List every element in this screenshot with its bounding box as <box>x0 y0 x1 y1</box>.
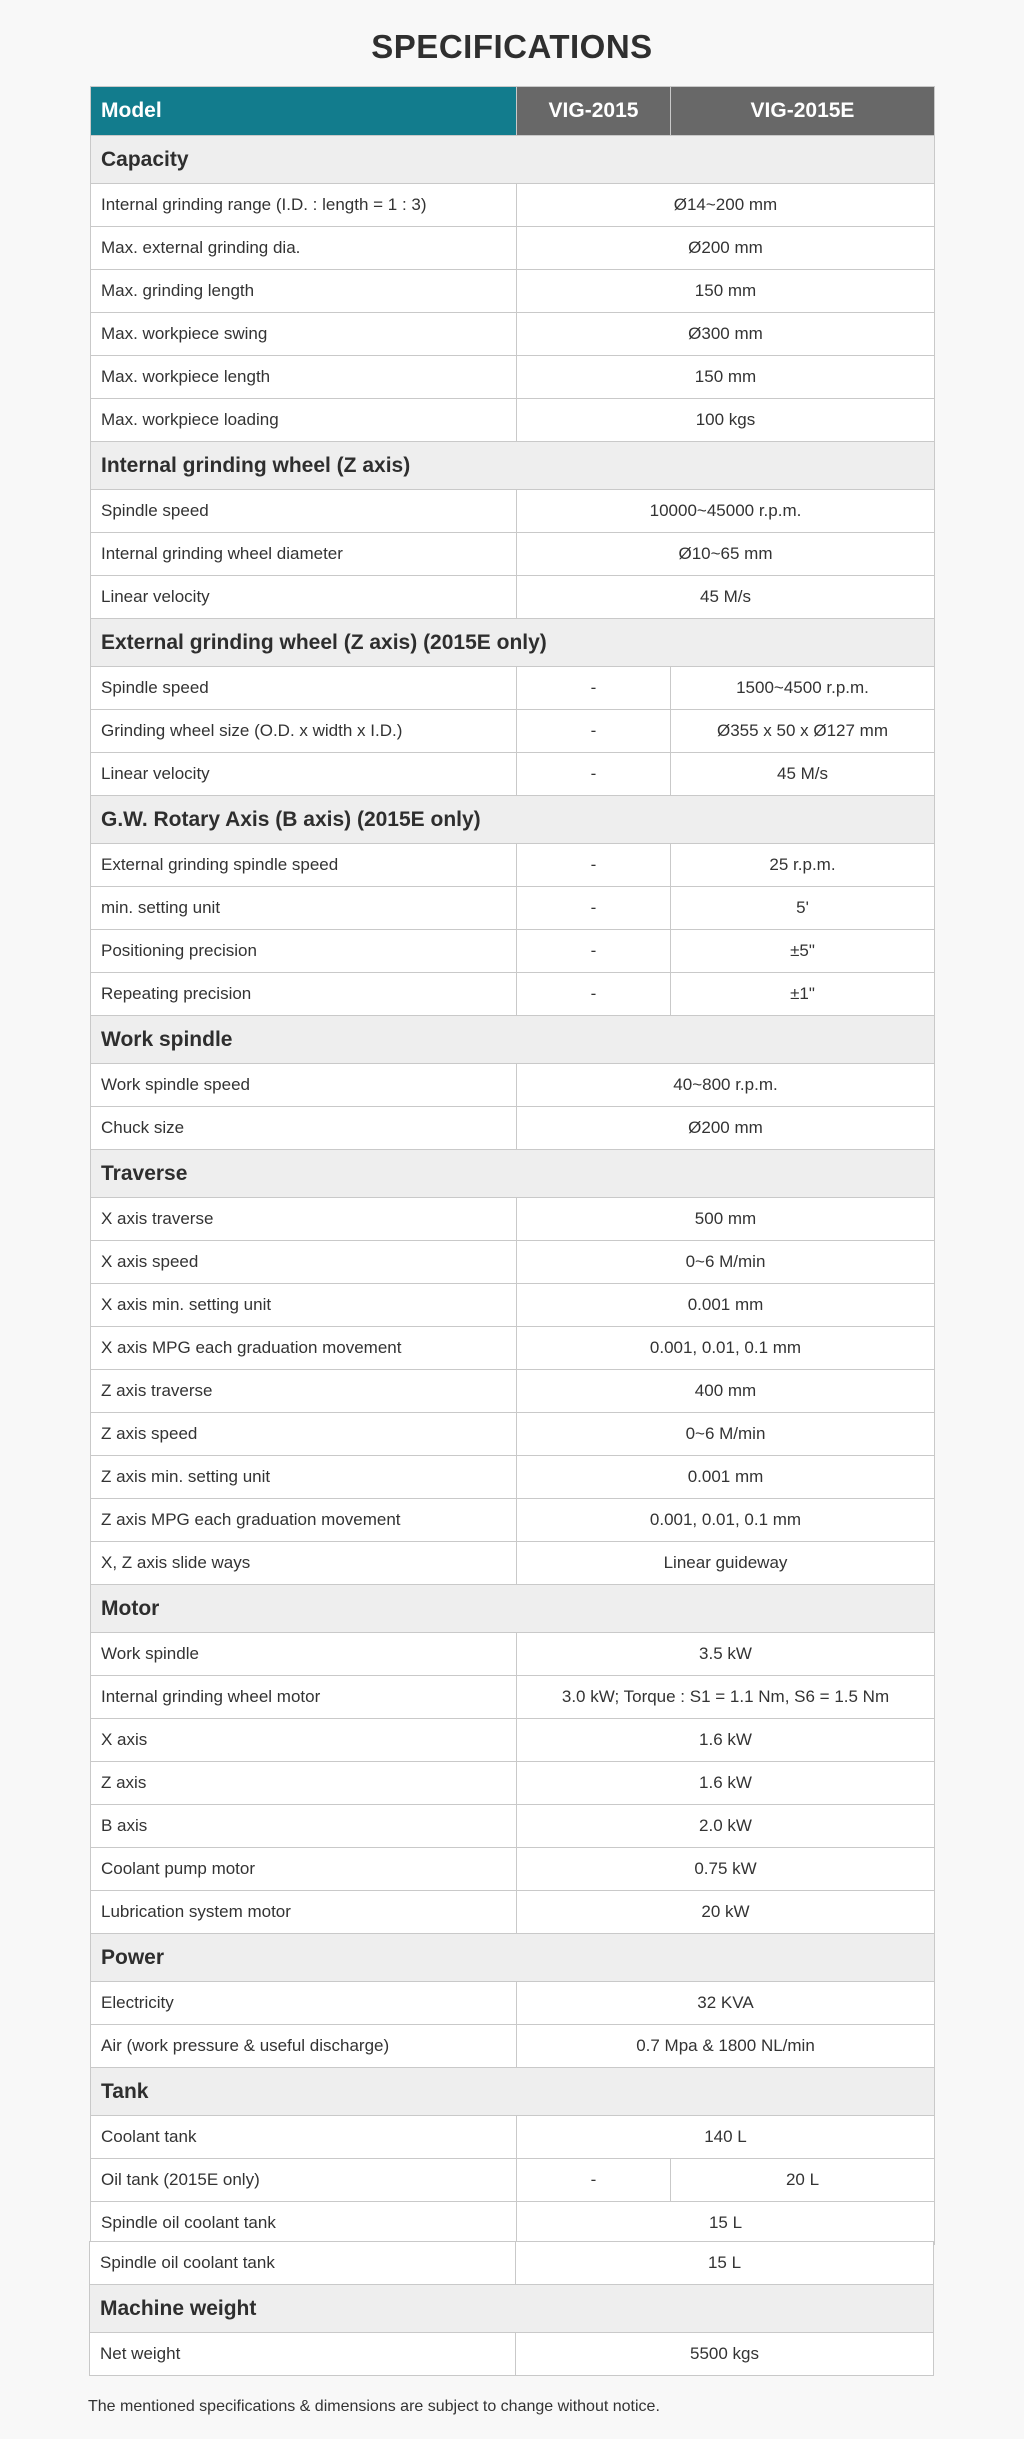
spec-label: Z axis min. setting unit <box>91 1456 517 1499</box>
spec-label: Linear velocity <box>91 753 517 796</box>
spec-row-linear-velocity <box>91 753 935 796</box>
spec-value: 0.001, 0.01, 0.1 mm <box>517 1327 935 1370</box>
spec-value: 2.0 kW <box>517 1805 935 1848</box>
spec-value-vig-2015: - <box>517 667 671 710</box>
spec-value: 1.6 kW <box>517 1719 935 1762</box>
spec-row-electricity <box>91 1982 935 2025</box>
spec-value-vig-2015: - <box>517 710 671 753</box>
spec-label: X axis speed <box>91 1241 517 1284</box>
section-title: External grinding wheel (Z axis) (2015E only) <box>91 619 935 667</box>
model-header: Model <box>91 87 517 136</box>
spec-value-vig-2015e: 5' <box>671 887 935 930</box>
spec-row-max-workpiece-loading <box>91 399 935 442</box>
spec-value-vig-2015: - <box>517 844 671 887</box>
spec-label: Z axis speed <box>91 1413 517 1456</box>
spec-row-z-axis <box>91 1762 935 1805</box>
spec-label: Max. workpiece length <box>91 356 517 399</box>
spec-value: 15 L <box>517 2202 935 2245</box>
section-capacity <box>91 136 935 184</box>
section-power <box>91 1934 935 1982</box>
spec-row-work-spindle-speed <box>91 1064 935 1107</box>
spec-value: 15 L <box>516 2242 934 2285</box>
spec-row-spindle-oil-coolant-tank <box>91 2202 935 2245</box>
spec-value-vig-2015e: ±5" <box>671 930 935 973</box>
spec-label: min. setting unit <box>91 887 517 930</box>
spec-label: Coolant pump motor <box>91 1848 517 1891</box>
spec-value: 20 kW <box>517 1891 935 1934</box>
footnote: The mentioned specifications & dimensions are subject to change without notice. <box>88 2398 660 2415</box>
spec-row-internal-grinding-range-i-d-length-1-3 <box>91 184 935 227</box>
spec-label: Oil tank (2015E only) <box>91 2159 517 2202</box>
spec-label: Grinding wheel size (O.D. x width x I.D.) <box>91 710 517 753</box>
spec-value: 0.001 mm <box>517 1456 935 1499</box>
spec-label: X axis <box>91 1719 517 1762</box>
spec-row-external-grinding-spindle-speed <box>91 844 935 887</box>
spec-value: 100 kgs <box>517 399 935 442</box>
spec-row-linear-velocity <box>91 576 935 619</box>
spec-row-work-spindle <box>91 1633 935 1676</box>
spec-row-grinding-wheel-size-o-d-x-width-x-i-d <box>91 710 935 753</box>
spec-value-vig-2015e: Ø355 x 50 x Ø127 mm <box>671 710 935 753</box>
section-work-spindle <box>91 1016 935 1064</box>
spec-value: Ø200 mm <box>517 1107 935 1150</box>
spec-label: Internal grinding wheel motor <box>91 1676 517 1719</box>
spec-value: 3.0 kW; Torque : S1 = 1.1 Nm, S6 = 1.5 Nm <box>517 1676 935 1719</box>
spec-value: 140 L <box>517 2116 935 2159</box>
spec-value: 32 KVA <box>517 1982 935 2025</box>
spec-label: Spindle speed <box>91 490 517 533</box>
spec-value-vig-2015e: 1500~4500 r.p.m. <box>671 667 935 710</box>
spec-label: Linear velocity <box>91 576 517 619</box>
spec-value: 10000~45000 r.p.m. <box>517 490 935 533</box>
spec-label: Net weight <box>90 2333 516 2376</box>
spec-row-lubrication-system-motor <box>91 1891 935 1934</box>
spec-row-spindle-speed <box>91 490 935 533</box>
spec-row-internal-grinding-wheel-diameter <box>91 533 935 576</box>
spec-label: Chuck size <box>91 1107 517 1150</box>
spec-row-x-z-axis-slide-ways <box>91 1542 935 1585</box>
spec-label: Spindle speed <box>91 667 517 710</box>
spec-value: 150 mm <box>517 356 935 399</box>
spec-row-x-axis-mpg-each-graduation-movement <box>91 1327 935 1370</box>
spec-label: Spindle oil coolant tank <box>90 2242 516 2285</box>
spec-value: 1.6 kW <box>517 1762 935 1805</box>
spec-label: Work spindle speed <box>91 1064 517 1107</box>
spec-label: Max. workpiece loading <box>91 399 517 442</box>
spec-value-vig-2015: - <box>517 930 671 973</box>
spec-label: Z axis <box>91 1762 517 1805</box>
section-g-w-rotary-axis-b-axis-2015e-only <box>91 796 935 844</box>
spec-row-repeating-precision <box>91 973 935 1016</box>
spec-row-z-axis-traverse <box>91 1370 935 1413</box>
table-header-row <box>91 87 935 136</box>
spec-value: Linear guideway <box>517 1542 935 1585</box>
spec-row-spindle-oil-coolant-tank <box>90 2242 934 2285</box>
spec-label: Air (work pressure & useful discharge) <box>91 2025 517 2068</box>
spec-row-z-axis-mpg-each-graduation-movement <box>91 1499 935 1542</box>
spec-label: X axis traverse <box>91 1198 517 1241</box>
spec-label: X, Z axis slide ways <box>91 1542 517 1585</box>
spec-value: 0.75 kW <box>517 1848 935 1891</box>
spec-row-positioning-precision <box>91 930 935 973</box>
spec-value: 5500 kgs <box>516 2333 934 2376</box>
spec-value: 150 mm <box>517 270 935 313</box>
spec-label: External grinding spindle speed <box>91 844 517 887</box>
spec-row-max-grinding-length <box>91 270 935 313</box>
section-title: G.W. Rotary Axis (B axis) (2015E only) <box>91 796 935 844</box>
spec-value-vig-2015: - <box>517 887 671 930</box>
spec-label: Positioning precision <box>91 930 517 973</box>
spec-label: X axis min. setting unit <box>91 1284 517 1327</box>
spec-row-x-axis-min-setting-unit <box>91 1284 935 1327</box>
section-traverse <box>91 1150 935 1198</box>
spec-value-vig-2015e: ±1" <box>671 973 935 1016</box>
model-vig-2015e-header: VIG-2015E <box>671 87 935 136</box>
spec-value-vig-2015: - <box>517 2159 671 2202</box>
specifications-table <box>90 86 935 2245</box>
model-vig-2015-header: VIG-2015 <box>517 87 671 136</box>
spec-value: Ø14~200 mm <box>517 184 935 227</box>
spec-value: 45 M/s <box>517 576 935 619</box>
section-title: Work spindle <box>91 1016 935 1064</box>
spec-label: X axis MPG each graduation movement <box>91 1327 517 1370</box>
spec-row-oil-tank-2015e-only <box>91 2159 935 2202</box>
spec-label: Z axis MPG each graduation movement <box>91 1499 517 1542</box>
spec-row-internal-grinding-wheel-motor <box>91 1676 935 1719</box>
spec-row-coolant-tank <box>91 2116 935 2159</box>
spec-label: Internal grinding range (I.D. : length = 1 : 3) <box>91 184 517 227</box>
spec-value-vig-2015: - <box>517 753 671 796</box>
section-title: Traverse <box>91 1150 935 1198</box>
spec-value: 500 mm <box>517 1198 935 1241</box>
spec-row-x-axis <box>91 1719 935 1762</box>
spec-value: 0.001 mm <box>517 1284 935 1327</box>
spec-row-net-weight <box>90 2333 934 2376</box>
spec-label: Lubrication system motor <box>91 1891 517 1934</box>
section-title: Capacity <box>91 136 935 184</box>
spec-value: 3.5 kW <box>517 1633 935 1676</box>
section-title: Power <box>91 1934 935 1982</box>
spec-label: Max. grinding length <box>91 270 517 313</box>
section-tank <box>91 2068 935 2116</box>
spec-row-z-axis-speed <box>91 1413 935 1456</box>
spec-label: Max. external grinding dia. <box>91 227 517 270</box>
spec-row-z-axis-min-setting-unit <box>91 1456 935 1499</box>
spec-label: Work spindle <box>91 1633 517 1676</box>
specifications-table-continued <box>89 2241 934 2376</box>
section-machine-weight <box>90 2285 934 2333</box>
spec-value: 0~6 M/min <box>517 1413 935 1456</box>
spec-label: Z axis traverse <box>91 1370 517 1413</box>
section-title: Motor <box>91 1585 935 1633</box>
spec-row-max-workpiece-swing <box>91 313 935 356</box>
spec-row-air-work-pressure-useful-discharge <box>91 2025 935 2068</box>
spec-label: Electricity <box>91 1982 517 2025</box>
spec-value: Ø10~65 mm <box>517 533 935 576</box>
section-title: Machine weight <box>90 2285 934 2333</box>
spec-value: 40~800 r.p.m. <box>517 1064 935 1107</box>
spec-label: B axis <box>91 1805 517 1848</box>
spec-label: Internal grinding wheel diameter <box>91 533 517 576</box>
spec-label: Coolant tank <box>91 2116 517 2159</box>
spec-row-min-setting-unit <box>91 887 935 930</box>
spec-label: Repeating precision <box>91 973 517 1016</box>
section-external-grinding-wheel-z-axis-2015e-only <box>91 619 935 667</box>
spec-row-max-external-grinding-dia <box>91 227 935 270</box>
section-title: Internal grinding wheel (Z axis) <box>91 442 935 490</box>
section-motor <box>91 1585 935 1633</box>
spec-value-vig-2015e: 45 M/s <box>671 753 935 796</box>
spec-value: 0~6 M/min <box>517 1241 935 1284</box>
spec-value: 0.001, 0.01, 0.1 mm <box>517 1499 935 1542</box>
spec-value: Ø300 mm <box>517 313 935 356</box>
section-internal-grinding-wheel-z-axis <box>91 442 935 490</box>
spec-value-vig-2015e: 25 r.p.m. <box>671 844 935 887</box>
spec-value: Ø200 mm <box>517 227 935 270</box>
spec-row-chuck-size <box>91 1107 935 1150</box>
spec-value: 0.7 Mpa & 1800 NL/min <box>517 2025 935 2068</box>
spec-row-x-axis-speed <box>91 1241 935 1284</box>
spec-value-vig-2015: - <box>517 973 671 1016</box>
spec-label: Max. workpiece swing <box>91 313 517 356</box>
section-title: Tank <box>91 2068 935 2116</box>
spec-label: Spindle oil coolant tank <box>91 2202 517 2245</box>
spec-value-vig-2015e: 20 L <box>671 2159 935 2202</box>
spec-row-max-workpiece-length <box>91 356 935 399</box>
spec-value: 400 mm <box>517 1370 935 1413</box>
spec-row-coolant-pump-motor <box>91 1848 935 1891</box>
spec-row-x-axis-traverse <box>91 1198 935 1241</box>
spec-row-spindle-speed <box>91 667 935 710</box>
spec-row-b-axis <box>91 1805 935 1848</box>
page-title: SPECIFICATIONS <box>371 28 653 65</box>
